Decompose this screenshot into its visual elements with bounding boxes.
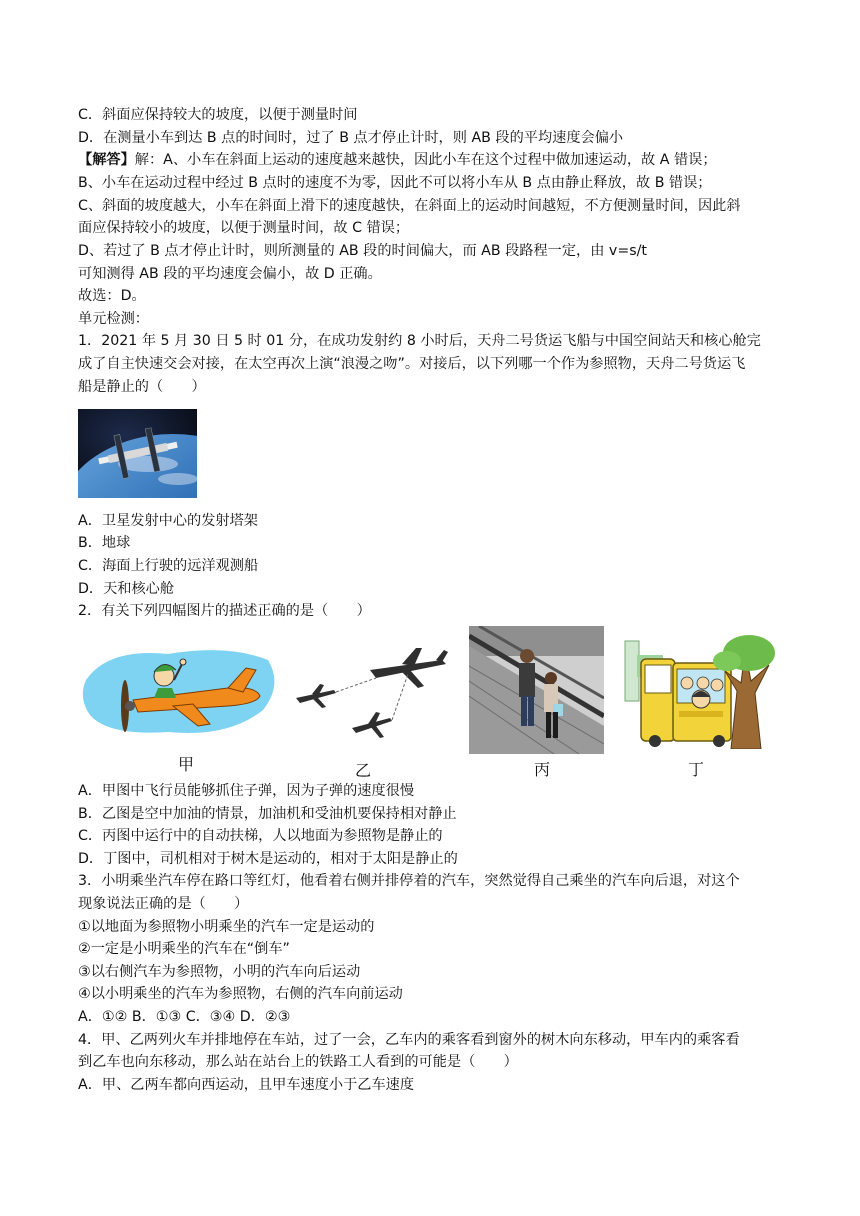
q1-option-c: C．海面上行驶的远洋观测船: [78, 558, 259, 574]
solution-intro: [78, 149, 788, 171]
space-station-image: [78, 409, 197, 498]
q4-stem-line2: 到乙车也向东移动，那么站在站台上的铁路工人看到的可能是（ ）: [78, 1054, 518, 1070]
q3-options: A．①② B．①③ C．③④ D．②③: [78, 1009, 291, 1025]
bus-tree-image: [623, 631, 775, 749]
q3-stem-line1: 3．小明乘坐汽车停在路口等红灯，他看着右侧并排停着的汽车，突然觉得自己乘坐的汽车向后退，对这个: [78, 873, 740, 889]
prev-option-d: D．在测量小车到达 B 点的时间时，过了 B 点才停止计时，则 AB 段的平均速度会偏小: [78, 130, 624, 146]
solution-d-line1: D、若过了 B 点才停止计时，则所测量的 AB 段的时间偏大，而 AB 段路程一定，由 v=s/t: [78, 243, 647, 259]
caption-jia: 甲: [177, 755, 194, 774]
q2-option-d: D．丁图中，司机相对于树木是运动的，相对于太阳是静止的: [78, 851, 458, 867]
q4-option-a: A．甲、乙两车都向西运动，且甲车速度小于乙车速度: [78, 1077, 415, 1093]
q2-stem: 2．有关下列四幅图片的描述正确的是（ ）: [78, 603, 371, 619]
q1-stem-line2: 成了自主快速交会对接，在太空再次上演“浪漫之吻”。对接后，以下列哪一个作为参照物，天舟二号货运飞: [78, 356, 746, 372]
q3-item-2: ②一定是小明乘坐的汽车在“倒车”: [78, 941, 290, 957]
solution-c-line1: C、斜面的坡度越大，小车在斜面上滑下的速度越快，在斜面上的运动时间越短，不方便测量时间，因此斜: [78, 198, 741, 214]
q3-item-4: ④以小明乘坐的汽车为参照物，右侧的汽车向前运动: [78, 986, 403, 1002]
solution-b: B、小车在运动过程中经过 B 点时的速度不为零，因此不可以将小车从 B 点由静止释放，故 B 错误；: [78, 175, 712, 191]
q2-option-a: A．甲图中飞行员能够抓住子弹，因为子弹的速度很慢: [78, 783, 415, 799]
q3-stem-line2: 现象说法正确的是（ ）: [78, 896, 249, 912]
q1-option-b: B．地球: [78, 535, 131, 551]
escalator-image: [469, 626, 604, 754]
solution-label: 【解答】: [78, 152, 135, 168]
q2-option-c: C．丙图中运行中的自动扶梯，人以地面为参照物是静止的: [78, 828, 443, 844]
q4-stem-line1: 4．甲、乙两列火车并排地停在车站，过了一会，乙车内的乘客看到窗外的树木向东移动，甲车内的乘客看: [78, 1032, 740, 1048]
q2-option-b: B．乙图是空中加油的情景，加油机和受油机要保持相对静止: [78, 806, 457, 822]
q3-item-1: ①以地面为参照物小明乘坐的汽车一定是运动的: [78, 919, 375, 935]
q1-stem-line3: 船是静止的（ ）: [78, 379, 206, 395]
solution-c-line2: 面应保持较小的坡度，以便于测量时间，故 C 错误；: [78, 220, 410, 236]
q3-item-3: ③以右侧汽车为参照物，小明的汽车向后运动: [78, 964, 361, 980]
caption-yi: 乙: [354, 761, 371, 780]
q1-option-d: D．天和核心舱: [78, 581, 175, 597]
solution-answer: 故选：D。: [78, 288, 146, 304]
pilot-plane-image: [78, 640, 283, 742]
q1-option-a: A．卫星发射中心的发射塔架: [78, 513, 258, 529]
solution-intro-text: 解：A、小车在斜面上运动的速度越来越快，因此小车在这个过程中做加速运动，故 A 错误；: [134, 152, 717, 168]
section-title: 单元检测：: [78, 311, 149, 327]
solution-d-line2: 可知测得 AB 段的平均速度会偏小，故 D 正确。: [78, 266, 382, 282]
aerial-refueling-image: [290, 640, 450, 742]
caption-bing: 丙: [533, 760, 550, 779]
caption-ding: 丁: [687, 760, 704, 779]
q1-stem-line1: 1．2021 年 5 月 30 日 5 时 01 分，在成功发射约 8 小时后，天舟二号货运飞船与中国空间站天和核心舱完: [78, 333, 761, 349]
prev-option-c: C．斜面应保持较大的坡度，以便于测量时间: [78, 107, 358, 123]
